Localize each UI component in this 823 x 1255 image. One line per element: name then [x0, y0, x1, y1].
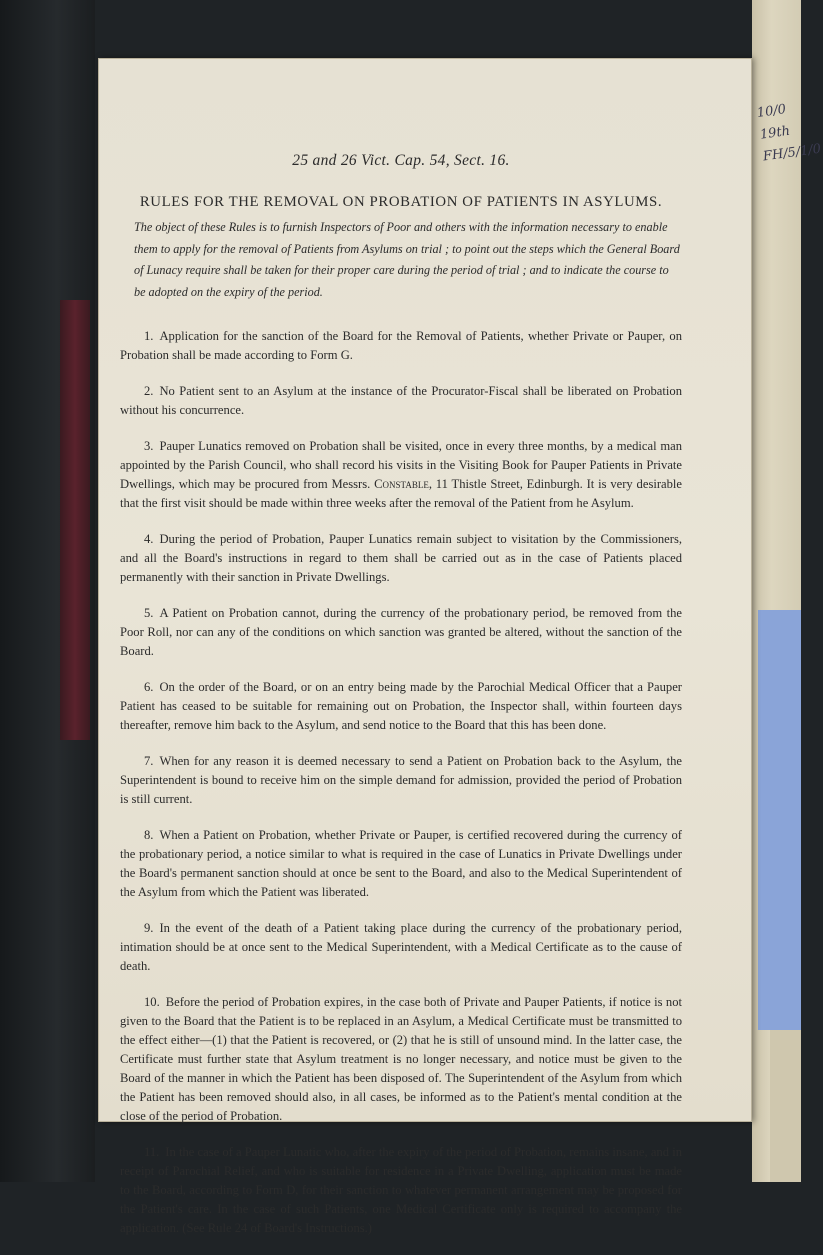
rule-4: 4. During the period of Probation, Pauper Lunatics remain subject to visitation by the Commissioners, and all the Board's instructions in regard to them shall be carried out as in the case of Patients placed permanently with their sanction in Private Dwellings. — [120, 532, 682, 584]
page-content — [120, 152, 682, 1255]
rule-6: 6. On the order of the Board, or on an entry being made by the Parochial Medical Officer that a Pauper Patient has ceased to be suitable for remaining out on Probation, the Inspector shall, within fourteen days thereafter, remove him back to the Asylum, and send notice to the Board that this has been done. — [120, 680, 682, 732]
rule-5: 5. A Patient on Probation cannot, during the currency of the probationary period, be removed from the Poor Roll, nor can any of the conditions on which sanction was granted be altered, without the sanction of the Board. — [120, 606, 682, 658]
rule-2: 2. No Patient sent to an Asylum at the instance of the Procurator-Fiscal shall be liberated on Probation without his concurrence. — [120, 384, 682, 417]
publisher-name: Constable — [374, 477, 429, 491]
ribbon-marker — [60, 300, 90, 740]
act-reference: 25 and 26 Vict. Cap. 54, Sect. 16. — [292, 152, 510, 169]
document-page — [98, 58, 752, 1235]
blue-paper-edge — [758, 610, 801, 1030]
rule-1: 1. Application for the sanction of the Board for the Removal of Patients, whether Private or Pauper, on Probation shall be made according to Form G. — [120, 329, 682, 362]
rule-11: 11. In the case of a Pauper Lunatic who, after the expiry of the period of Probation, remains insane, and in receipt of Parochial Relief, and who is suitable for residence in a Private Dwelling, application must be made to the Board, according to Form D, for their sanction to whatever permanent arrangement may be proposed for the Patient's care. In the case of such Patients, one Medical Certificate only is required to accompany the application. (See Rule 24 of Board's Instructions.) — [120, 1145, 682, 1235]
rule-8: 8. When a Patient on Probation, whether Private or Pauper, is certified recovered during the currency of the probationary period, a notice similar to what is required in the case of Lunatics in Private Dwellings under the Board's permanent sanction should at once be sent to the Board, and also to the Medical Superintendent of the Asylum from which the Patient was liberated. — [120, 828, 682, 899]
document-title: RULES FOR THE REMOVAL ON PROBATION OF PATIENTS IN ASYLUMS. — [139, 194, 663, 210]
intro-paragraph: The object of these Rules is to furnish Inspectors of Poor and others with the information necessary to enable them to apply for the removal of Patients from Asylums on trial ; to point out the steps which the General Board of Lunacy require shall be taken for their proper care during the period of trial ; and to indicate the course to be adopted on the expiry of the period. — [134, 220, 680, 299]
rule-7: 7. When for any reason it is deemed necessary to send a Patient on Probation back to the Asylum, the Superintendent is bound to receive him on the simple demand for admission, provided the period of Probation is still current. — [120, 754, 682, 806]
rule-3: 3. Pauper Lunatics removed on Probation shall be visited, once in every three months, by a medical man appointed by the Parish Council, who shall record his visits in the Visiting Book for Pauper Patients in Private Dwellings, which may be procured from Messrs. Constable, 11 Thistle Street, Edinburgh. It is very desirable that the first visit should be made within three weeks after the removal of the Patient from he Asylum. — [120, 439, 683, 510]
rule-10: 10. Before the period of Probation expires, in the case both of Private and Pauper Patients, if notice is not given to the Board that the Patient is to be replaced in an Asylum, a Medical Certificate must be transmitted to the effect either—(1) that the Patient is recovered, or (2) that he is still of unsound mind. In the latter case, the Certificate must further state that Asylum treatment is no longer necessary, and notice must be given to the Board of the manner in which the Patient has been disposed of. The Superintendent of the Asylum from which the Patient has been removed should also, in all cases, be informed as to the Patient's mental condition at the close of the period of Probation. — [120, 995, 682, 1123]
rule-9: 9. In the event of the death of a Patient taking place during the currency of the probationary period, intimation should be at once sent to the Medical Superintendent, with a Medical Certificate as to the cause of death. — [120, 921, 682, 973]
adjacent-page-bottom — [770, 1030, 801, 1182]
handwritten-margin-note: 10/0 19th FH/5/1/0 — [756, 102, 822, 165]
